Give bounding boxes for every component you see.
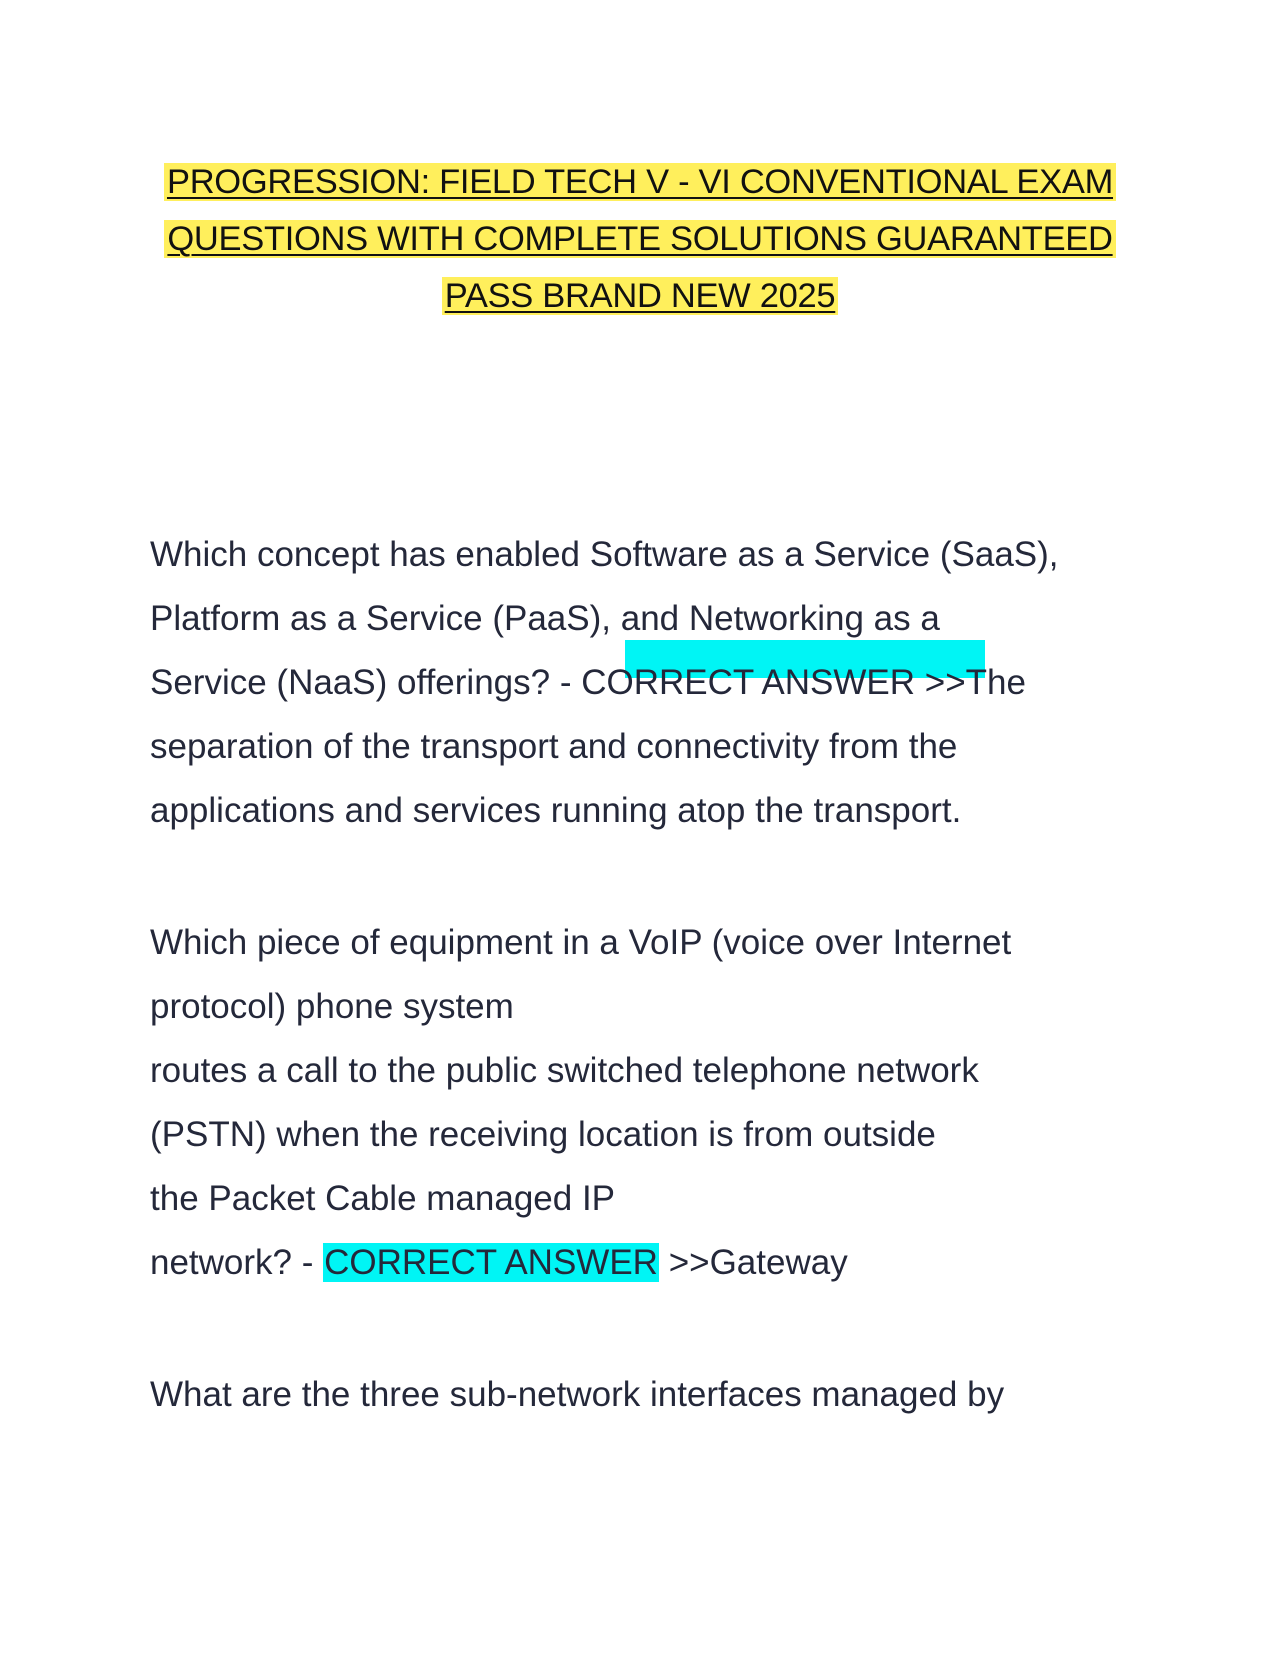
q1-line-1: Which concept has enabled Software as a Service (SaaS), <box>150 535 1059 574</box>
q1-correct-answer-label: CORRECT ANSWER <box>581 663 916 702</box>
title-highlight-3: PASS BRAND NEW 2025 <box>442 277 839 315</box>
q2-line-5: the Packet Cable managed IP <box>150 1179 616 1218</box>
q1-line-2: Platform as a Service (PaaS), and Networking as a <box>150 599 940 638</box>
q1-answer-start: >>The <box>915 663 1026 702</box>
title-highlight-1: PROGRESSION: FIELD TECH V - VI CONVENTIONAL EXAM <box>164 163 1116 201</box>
q2-line-2: protocol) phone system <box>150 987 514 1026</box>
q1-line-5: applications and services running atop the transport. <box>150 791 962 830</box>
q2-correct-answer-label: CORRECT ANSWER <box>324 1243 658 1282</box>
q2-line-4: (PSTN) when the receiving location is from outside <box>150 1115 936 1154</box>
title-highlight-2: QUESTIONS WITH COMPLETE SOLUTIONS GUARANTEED <box>164 220 1115 258</box>
q2-line-1: Which piece of equipment in a VoIP (voice over Internet <box>150 923 1012 962</box>
q1-line-4: separation of the transport and connectivity from the <box>150 727 958 766</box>
q2-line-3: routes a call to the public switched telephone network <box>150 1051 979 1090</box>
q2-answer: >>Gateway <box>658 1243 848 1282</box>
q3-line-1: What are the three sub-network interfaces managed by <box>150 1375 1005 1414</box>
q2-question-end: network? - <box>150 1243 324 1282</box>
q1-question-end: Service (NaaS) offerings? - <box>150 663 582 702</box>
question-3 <box>150 0 1150 1656</box>
